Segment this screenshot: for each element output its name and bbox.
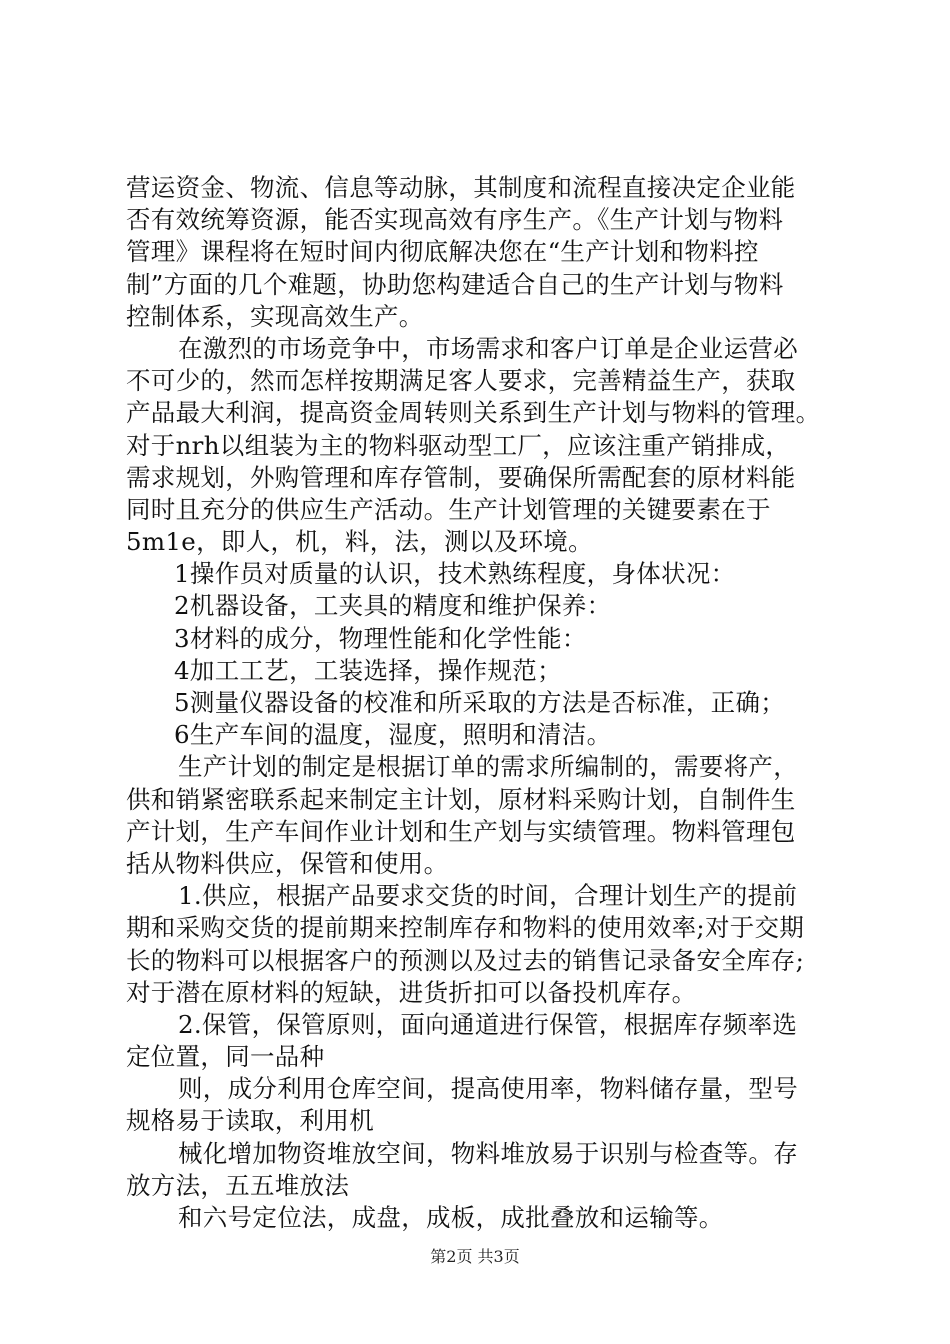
text-line: 产品最大利润，提高资金周转则关系到生产计划与物料的管理。	[126, 398, 821, 428]
text-line: 供和销紧密联系起来制定主计划，原材料采购计划，自制件生	[126, 784, 796, 814]
text-line: 制”方面的几个难题，协助您构建适合自己的生产计划与物料	[126, 269, 784, 299]
text-line: 否有效统筹资源，能否实现高效有序生产。《生产计划与物料	[126, 205, 784, 235]
text-line: 则，成分利用仓库空间，提高使用率，物料储存量，型号	[178, 1074, 798, 1104]
text-line: 同时且充分的供应生产活动。生产计划管理的关键要素在于	[126, 494, 771, 524]
list-item: 6生产车间的温度，湿度，照明和清洁。	[174, 720, 612, 750]
list-item: 1操作员对质量的认识，技术熟练程度，身体状况：	[174, 559, 736, 589]
text-line: 管理》课程将在短时间内彻底解决您在“生产计划和物料控	[126, 237, 759, 267]
text-line: 需求规划，外购管理和库存管制，要确保所需配套的原材料能	[126, 462, 796, 492]
list-item: 4加工工艺，工装选择，操作规范；	[174, 655, 562, 685]
text-line: 期和采购交货的提前期来控制库存和物料的使用效率;对于交期	[126, 913, 805, 943]
list-item: 5测量仪器设备的校准和所采取的方法是否标准，正确；	[174, 688, 786, 717]
text-line: 对于nrh以组装为主的物料驱动型工厂，应该注重产销排成，	[126, 430, 791, 460]
text-line: 生产计划的制定是根据订单的需求所编制的，需要将产，	[178, 752, 798, 782]
text-line: 械化增加物资堆放空间，物料堆放易于识别与检查等。存	[178, 1138, 798, 1168]
text-line: 定位置，同一品种	[126, 1042, 325, 1072]
text-line: 和六号定位法，成盘，成板，成批叠放和运输等。	[178, 1203, 724, 1232]
document-body	[126, 172, 846, 1234]
text-line: 营运资金、物流、信息等动脉，其制度和流程直接决定企业能	[126, 173, 796, 202]
text-line: 1.供应，根据产品要求交货的时间，合理计划生产的提前	[178, 881, 798, 911]
text-line: 放方法，五五堆放法	[126, 1170, 350, 1200]
text-line: 在激烈的市场竞争中，市场需求和客户订单是企业运营必	[178, 333, 798, 363]
list-item: 2机器设备，工夹具的精度和维护保养：	[174, 591, 612, 621]
text-line: 括从物料供应，保管和使用。	[126, 848, 449, 878]
page-number-footer: 第2页 共3页	[430, 1247, 520, 1266]
text-line: 不可少的，然而怎样按期满足客人要求，完善精益生产，获取	[126, 366, 796, 396]
text-line: 规格易于读取，利用机	[126, 1106, 374, 1136]
text-line: 2.保管，保管原则，面向通道进行保管，根据库存频率选	[178, 1009, 798, 1039]
text-line: 产计划，生产车间作业计划和生产划与实绩管理。物料管理包	[126, 816, 796, 846]
text-line: 对于潜在原材料的短缺，进货折扣可以备投机库存。	[126, 977, 697, 1007]
text-line: 5m1e，即人，机，料，法，测以及环境。	[126, 527, 593, 557]
text-line: 长的物料可以根据客户的预测以及过去的销售记录备安全库存;	[126, 945, 805, 975]
list-item: 3材料的成分，物理性能和化学性能：	[174, 623, 587, 653]
text-line: 控制体系，实现高效生产。	[126, 301, 424, 331]
